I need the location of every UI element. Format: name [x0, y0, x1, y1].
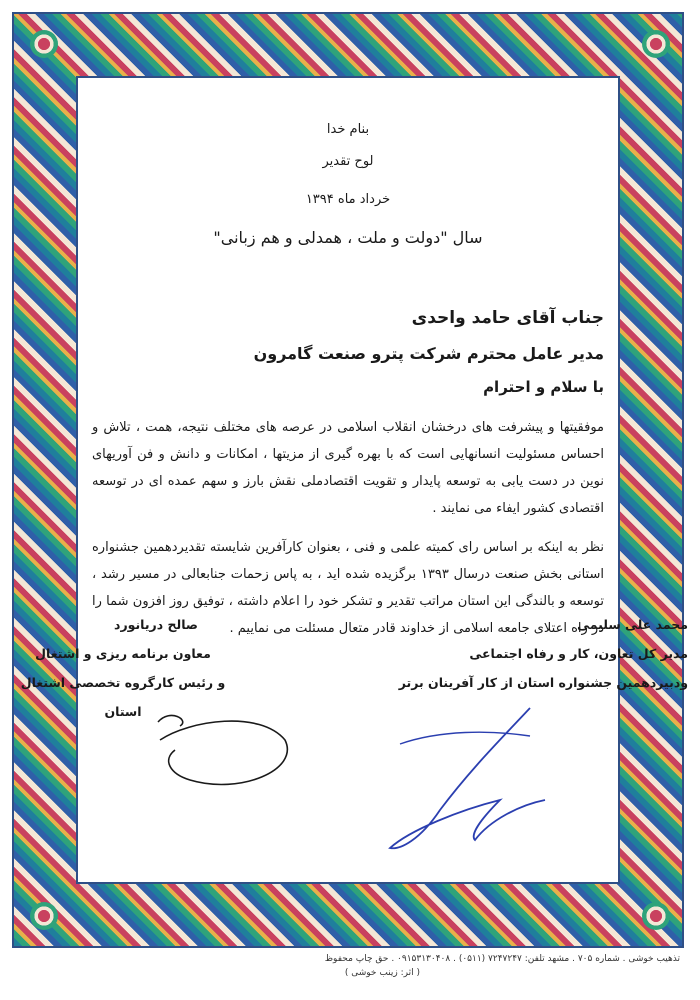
recipient-name: جناب آقای حامد واحدی	[411, 308, 604, 328]
corner-ornament-icon	[30, 30, 58, 58]
print-footer	[20, 952, 680, 980]
signatory-title: معاون برنامه ریزی و اشتغال	[35, 646, 211, 661]
signature-block-left	[8, 610, 238, 726]
recipient-position: مدیر عامل محترم شرکت پترو صنعت گامرون	[253, 344, 604, 363]
body-paragraph-2: نظر به اینکه بر اساس رای کمیته علمی و فنی ، بعنوان کارآفرین شایسته تقدیردهمین جشنواره استانی بخش صنعت درسال ۱۳۹۳ برگزیده شده اید ، به پاس زحمات جنابعالی در مسیر رشد ، توسعه و بالندگی این استان مراتب تقدیر و تشکر خود را اعلام داشته ، توفیق روز افزون شما را در راه اعتلای جامعه اسلامی از خداوند قادر متعال مسئلت می نماییم .	[92, 540, 604, 636]
footer-credit: ( اثر: زینب خوشی )	[344, 968, 420, 978]
signatory-title: ودبیردهمین جشنواره استان از کار آفرینان برتر	[398, 675, 688, 690]
signature-block-right	[398, 610, 688, 697]
greeting: با سلام و احترام	[483, 378, 604, 396]
footer-publisher: تذهیب خوشی . شماره ۷۰۵ . مشهد تلفن: ۷۲۴۷۲۴۷ (۰۵۱۱) . ۰۹۱۵۳۱۳۰۴۰۸ . حق چاپ محفوظ	[324, 954, 680, 964]
signatory-title: مدیر کل تعاون، کار و رفاه اجتماعی	[469, 646, 688, 661]
corner-ornament-icon	[642, 902, 670, 930]
certificate-content	[92, 96, 604, 876]
signatory-name: صالح دریانورد	[114, 617, 198, 632]
signatory-name: محمد علی سلیمی	[577, 617, 688, 632]
header-bismillah: بنام خدا	[326, 122, 370, 137]
header-title: لوح تقدیر	[322, 154, 374, 169]
body-paragraph-1: موفقیتها و پیشرفت های درخشان انقلاب اسلامی در عرصه های مختلف نتیجه، همت ، تلاش و احساس مسئولیت انسانهایی است که با بهره گیری از مزیتها ، امکانات و دانش و فن آوریهای نوین در دست یابی به توسعه پایدار و تقویت اقتصادملی نقش بارز و سهم عمده ای در توسعه اقتصادی کشور ایفاء می نمایند .	[92, 420, 604, 516]
corner-ornament-icon	[30, 902, 58, 930]
corner-ornament-icon	[642, 30, 670, 58]
header-date: خرداد ماه ۱۳۹۴	[305, 192, 391, 207]
year-motto: سال "دولت و ملت ، همدلی و هم زبانی"	[213, 228, 483, 247]
signatory-title: و رئیس کارگروه تخصصی اشتغال استان	[20, 675, 226, 719]
